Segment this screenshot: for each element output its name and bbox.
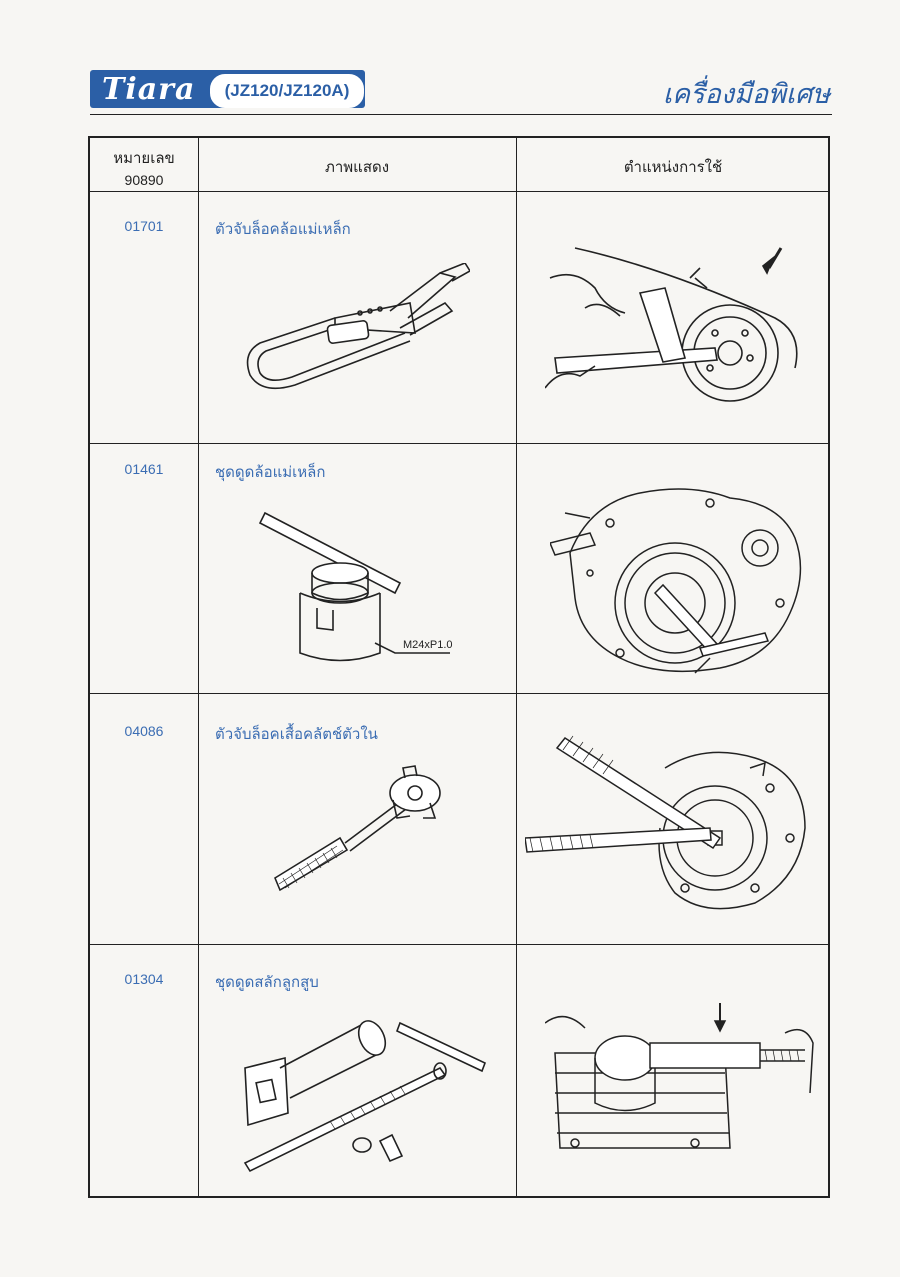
column-header-usage: ตำแหน่งการใช้ <box>623 158 723 176</box>
page-title: เครื่องมือพิเศษ <box>662 79 830 110</box>
flywheel-holding-usage-icon <box>545 238 810 413</box>
number-label: หมายเลข <box>113 149 175 167</box>
brand-logo-text: Tiara <box>102 72 196 107</box>
special-tools-table <box>88 136 830 1198</box>
flywheel-puller-usage-icon <box>550 463 810 683</box>
column-divider <box>516 138 517 1196</box>
tool-code: 04086 <box>124 723 164 739</box>
row-divider <box>90 944 828 945</box>
flywheel-holder-icon <box>240 263 470 403</box>
tool-code: 01701 <box>124 218 164 234</box>
column-divider <box>198 138 199 1196</box>
page-header <box>90 62 832 116</box>
row-divider <box>90 443 828 444</box>
piston-pin-puller-icon <box>240 1013 495 1178</box>
tool-name: ตัวจับล็อคล้อแม่เหล็ก <box>215 220 351 238</box>
tool-code: 01461 <box>124 461 164 477</box>
row-divider <box>90 191 828 192</box>
thread-dimension-label: M24xP1.0 <box>403 639 453 651</box>
header-divider <box>90 114 832 115</box>
column-header-illustration: ภาพแสดง <box>324 158 390 176</box>
brand-logo <box>90 70 365 108</box>
tool-code: 01304 <box>124 971 164 987</box>
tool-name: ชุดดูดล้อแม่เหล็ก <box>215 463 326 481</box>
piston-pin-puller-usage-icon <box>545 993 815 1163</box>
clutch-holder-icon <box>265 758 465 898</box>
number-prefix: 90890 <box>124 172 164 188</box>
model-badge: (JZ120/JZ120A) <box>210 74 364 108</box>
row-divider <box>90 693 828 694</box>
clutch-holding-usage-icon <box>525 728 815 918</box>
column-header-number <box>90 146 198 188</box>
flywheel-puller-icon <box>255 498 455 668</box>
tool-name: ชุดดูดสลักลูกสูบ <box>215 973 319 991</box>
tool-name: ตัวจับล็อคเสื้อคลัตช์ตัวใน <box>215 725 378 743</box>
